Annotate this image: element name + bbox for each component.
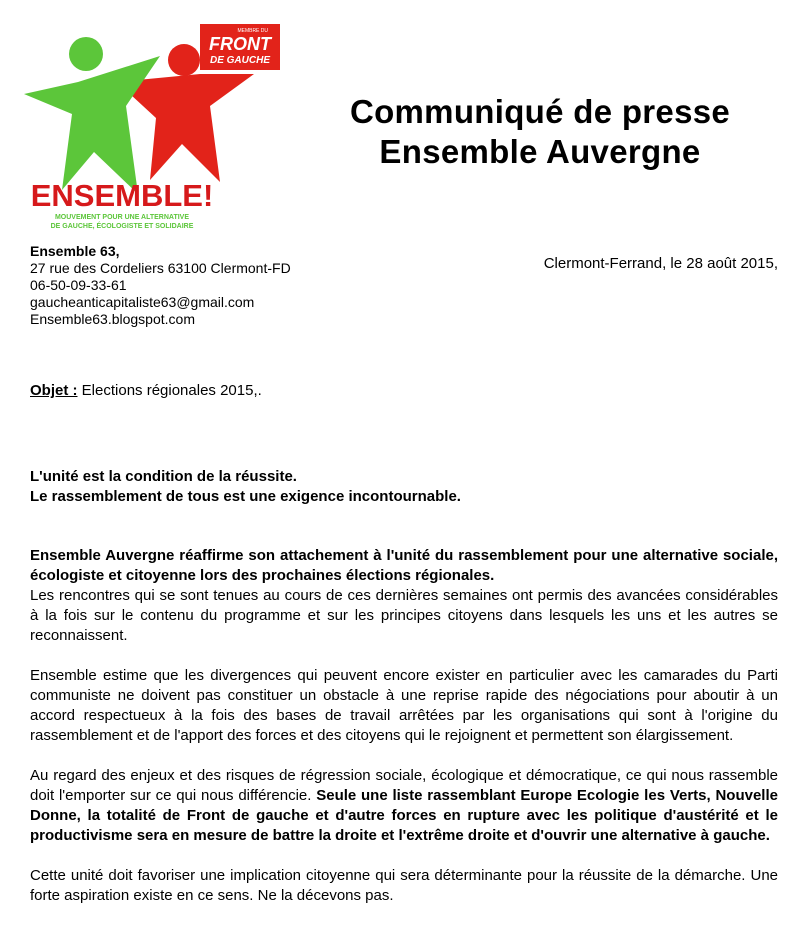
badge-line1-text: FRONT [209,34,271,54]
subject-text: Elections régionales 2015,. [77,382,262,399]
paragraph-2: Ensemble estime que les divergences qui peuvent encore exister en particulier avec les camarades du Parti communiste ne doivent pas constituer un obstacle à une reprise rapide des négociations pour aboutir à un accord respectueux à la fois des bases de travail arrêtées par les organisations qui sont à l'origine du rassemblement et de l'apport des forces et des citoyens qui le rejoignent et permettent son élargissement. [30,667,778,744]
document-title [300,92,780,172]
sender-phone: 06-50-09-33-61 [30,277,127,293]
sender-blog: Ensemble63.blogspot.com [30,311,195,327]
front-de-gauche-badge [200,24,280,70]
paragraph-3-bold: Seule une liste rassemblant Europe Ecologie les Verts, Nouvelle Donne, la totalité de Front de gauche et d'autre forces en rupture avec les politique d'austérité et le productivisme sera en mesure de battre la droite et l'extrême droite et d'ouvrir une alternative à gauche. [30,787,778,844]
subject-label: Objet : [30,382,78,399]
paragraph-3 [30,766,778,846]
title-line-1: Communiqué de presse [349,93,731,130]
body-text [30,546,778,926]
ensemble-logo-graphic [22,22,282,240]
paragraph-3-text: Au regard des enjeux et des risques de régression sociale, écologique et démocratique, ce qui nous rassemble doit l'emporter sur ce qui nous différencie. [30,767,778,804]
headline [30,467,461,507]
sender-name: Ensemble 63, [30,243,120,259]
paragraph-4: Cette unité doit favoriser une implication citoyenne qui sera déterminante pour la réussite de la démarche. Une forte aspiration existe en ce sens. Ne la décevons pas. [30,867,778,904]
dateline: Clermont-Ferrand, le 28 août 2015, [543,255,778,272]
paragraph-1 [30,546,778,646]
badge-top-text: MEMBRE DU [237,28,268,34]
subject-line [30,382,262,399]
sender-address: 27 rue des Cordeliers 63100 Clermont-FD [30,260,291,276]
headline-line-2: Le rassemblement de tous est une exigence incontournable. [30,488,461,505]
logo-tagline-1: MOUVEMENT POUR UNE ALTERNATIVE [54,214,190,221]
badge-line2-text: DE GAUCHE [209,55,271,66]
sender-block [30,243,291,328]
logo-wordmark: ENSEMBLE! [30,178,214,213]
ensemble-logo [22,22,282,240]
logo-tagline-2: DE GAUCHE, ÉCOLOGISTE ET SOLIDAIRE [50,223,194,230]
paragraph-1-text: Les rencontres qui se sont tenues au cours de ces dernières semaines ont permis des avancées considérables à la fois sur le contenu du programme et sur les principes citoyens dans lesquels les uns et les autres se reconnaissent. [30,587,778,644]
headline-line-1: L'unité est la condition de la réussite. [30,468,297,485]
green-figure-icon [24,37,160,194]
paragraph-1-bold: Ensemble Auvergne réaffirme son attachement à l'unité du rassemblement pour une alternative sociale, écologiste et citoyenne lors des prochaines élections régionales. [30,547,778,584]
title-line-2: Ensemble Auvergne [379,133,701,170]
sender-email: gaucheanticapitaliste63@gmail.com [30,294,255,310]
